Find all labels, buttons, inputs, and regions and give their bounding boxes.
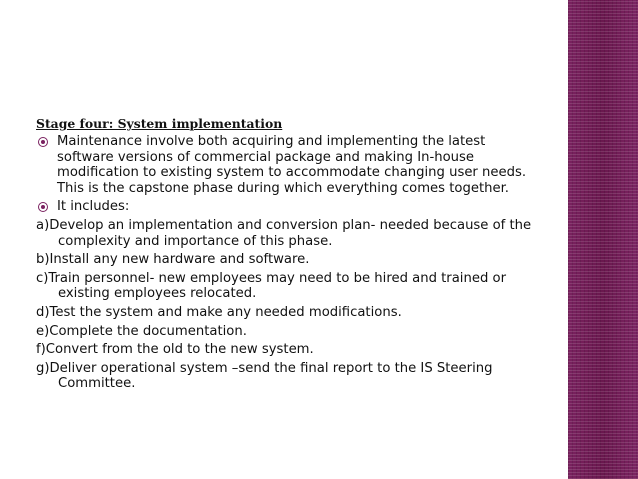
list-item: e)Complete the documentation. [36, 323, 247, 339]
list-item: b)Install any new hardware and software. [36, 252, 310, 268]
bullet-it-includes [36, 199, 536, 215]
slide-title: Stage four: System implementation [36, 116, 283, 131]
list-item: c)Train personnel- new employees may need to be hired and trained or existing employees relocated. [36, 270, 506, 302]
bullet-text: It includes: [57, 199, 130, 215]
list-item: f)Convert from the old to the new system. [36, 342, 314, 358]
list-item: d)Test the system and make any needed modifications. [36, 304, 402, 320]
bullet-maintenance [36, 134, 536, 196]
list-item: g)Deliver operational system –send the final report to the IS Steering Committee. [36, 360, 493, 392]
list-item: a)Develop an implementation and conversion plan- needed because of the complexity and importance of this phase. [36, 217, 532, 249]
circle-bullet-icon [38, 202, 48, 212]
bullet-text: Maintenance involve both acquiring and implementing the latest software versions of commercial package and making In-house modification to existing system to accommodate changing user needs. This is the capstone phase during which everything comes together. [57, 134, 527, 196]
slide-content [36, 116, 536, 395]
circle-bullet-icon [38, 137, 48, 147]
decorative-side-band [568, 0, 638, 479]
